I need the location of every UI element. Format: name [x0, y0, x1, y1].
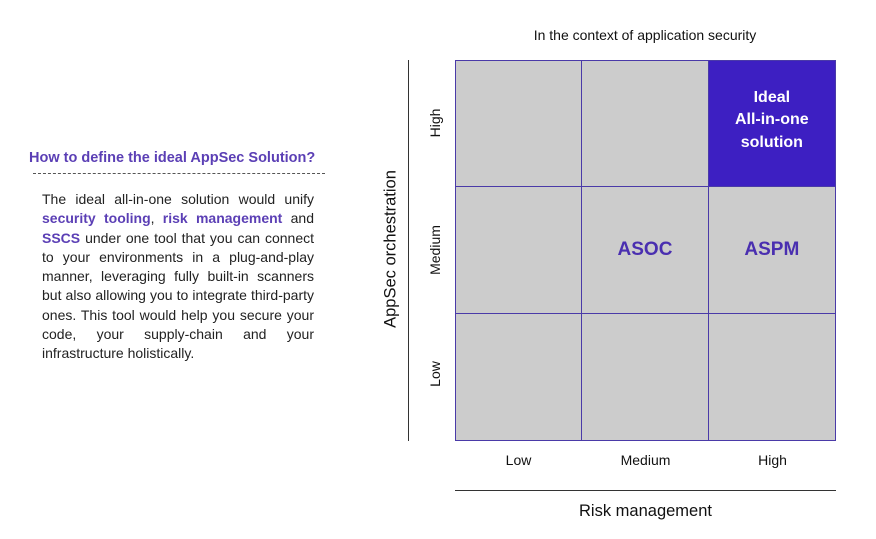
highlight-sscs: SSCS — [42, 229, 81, 246]
cell-r2c1 — [456, 187, 582, 313]
cell-r1c1 — [456, 61, 582, 187]
text-run: , — [150, 210, 163, 227]
y-axis-line — [408, 60, 409, 441]
highlight-security-tooling: security tooling — [42, 210, 151, 227]
cell-ideal-solution — [709, 61, 835, 187]
cell-r3c2 — [582, 314, 708, 440]
maturity-matrix — [455, 60, 836, 441]
text-run: The ideal all-in-one solution would unify — [42, 191, 314, 207]
cell-asoc: ASOC — [582, 187, 708, 313]
text-run: under one tool that you can connect to your environments in a plug-and-play manner, leveraging fully built-in scanners but also allowing you to integrate third-party ones. This tool would help you secure your code, your supply-chain and your infrastructure holistically. — [42, 229, 314, 362]
matrix-title: In the context of application security — [533, 27, 757, 43]
x-axis-line — [455, 490, 836, 491]
description-paragraph — [42, 190, 314, 364]
dashed-divider — [33, 173, 325, 174]
x-axis-title: Risk management — [579, 502, 712, 520]
cell-aspm: ASPM — [709, 187, 835, 313]
y-axis-title: AppSec orchestration — [381, 170, 400, 328]
y-tick-high: High — [427, 108, 443, 138]
cell-r3c1 — [456, 314, 582, 440]
ideal-line-2: All-in-one — [734, 111, 809, 129]
cell-r3c3 — [709, 314, 835, 440]
ideal-line-1: Ideal — [753, 88, 791, 106]
text-run: and — [282, 210, 314, 227]
y-tick-low: Low — [427, 361, 443, 387]
x-tick-medium: Medium — [620, 452, 671, 468]
cell-r1c2 — [582, 61, 708, 187]
highlight-risk-management: risk management — [162, 210, 283, 227]
section-heading: How to define the ideal AppSec Solution? — [29, 150, 316, 166]
x-tick-low: Low — [505, 452, 532, 468]
ideal-line-3: solution — [740, 133, 803, 151]
y-tick-medium: Medium — [427, 225, 443, 275]
x-tick-high: High — [758, 452, 787, 468]
